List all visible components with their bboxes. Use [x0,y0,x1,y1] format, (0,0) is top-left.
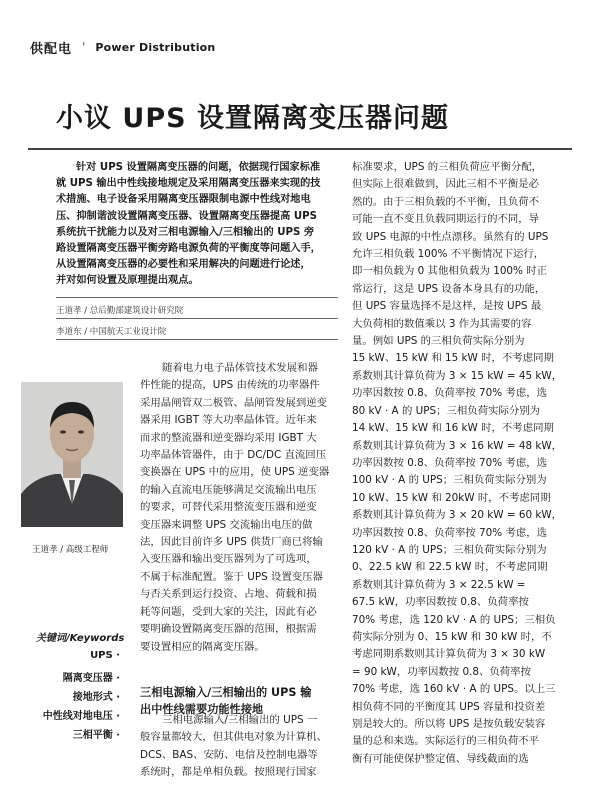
body-line: 相负荷不同的平衡度其 UPS 容量和投资差 [352,700,546,713]
body-line: 致 UPS 电源的中性点漂移。虽然有的 UPS [352,230,549,243]
author-divider [56,339,338,340]
keyword: 中性线对地电压 · [42,711,120,722]
body-line: 的要求，可替代采用整流变压器和逆变 [140,501,317,514]
body-line: 入变压器和输出变压器列为了可选项， [140,553,317,566]
body-line: 15 kW、15 kW 和 15 kW 时，不考虑同期 [352,352,554,365]
body-line: 70% 考虑，选 160 kV · A 的 UPS。以上三 [352,683,556,696]
body-line: 要明确设置隔离变压器的范围，根据需 [140,623,317,636]
author-line: 李道东 / 中国航天工业设计院 [56,327,167,337]
keyword: UPS · [90,650,120,661]
body-line: 三相电源输入/三相输出的 UPS 一 [162,714,318,726]
body-line: 器采用 IGBT 等大功率晶体管。近年来 [140,414,317,427]
body-line: = 90 kW，功率因数按 0.8、负荷率按 [352,665,531,678]
abstract-line: 路设置隔离变压器平衡旁路电源负荷的平衡度等问题入手， [56,243,321,255]
abstract [56,160,338,290]
photo-caption: 王道孝 / 高级工程师 [32,545,109,555]
body-line: 法，因此目前许多 UPS 供货厂商已将输 [140,536,323,549]
author-line: 王道孝 / 总后勤部建筑设计研究院 [56,306,184,316]
keyword: 接地形式 · [72,692,120,703]
body-line: 衡有可能使保护整定值、导线截面的选 [352,752,529,765]
body-line: 而求的整流器和逆变器均采用 IGBT 大 [140,431,317,444]
body-line: 但实际上很难做到，因此三相不平衡是必 [352,178,540,191]
abstract-line: 系统抗干扰能力以及对三相电源输入/三相输出的 UPS 旁 [56,226,315,238]
author-photo [21,382,123,527]
body-line: 变换器在 UPS 中的应用，使 UPS 逆变器 [140,466,330,479]
body-line: 般容量都较大，但其供电对象为计算机、 [140,731,328,744]
body-line: 件性能的提高，UPS 由传统的功率器件 [140,379,320,392]
body-line: 不属于标准配置。鉴于 UPS 设置变压器 [140,570,323,583]
body-line: 可能一直不变且负载同期运行的不同，导 [352,213,540,226]
body-line: 系数则其计算负荷为 3 × 16 kW = 48 kW， [352,439,563,452]
body-line: DCS、BAS、安防、电信及控制电器等 [140,748,318,761]
body-line: 允许三相负载 100% 不平衡情况下运行， [352,248,545,261]
abstract-line: 从设置隔离变压器的必要性和采用解决的问题进行论述， [56,259,311,271]
body-line: 但 UPS 容量选择不是这样，是按 UPS 最 [352,300,542,313]
author-divider [56,297,338,298]
author-divider [56,318,338,319]
abstract-line: 就 UPS 输出中性线接地规定及采用隔离变压器来实现的技 [56,178,321,190]
body-line: 然的。由于三相负载的不平衡，且负荷不 [352,195,540,208]
body-line: 大负荷相的数值乘以 3 作为其需要的容 [352,317,532,330]
abstract-line: 针对 UPS 设置隔离变压器的问题，依据现行国家标准 [76,162,321,173]
body-line: 功率晶体管器件，由于 DC/DC 直流回压 [140,449,327,462]
body-line: 67.5 kW，功率因数按 0.8、负荷率按 [352,596,529,609]
body-line: 采用晶闸管双二极管、晶闸管发展到逆变 [140,396,328,409]
body-line: 别是较大的。所以将 UPS 是按负载安装容 [352,718,546,730]
body-line: 荷实际分别为 0、15 kW 和 30 kW 时，不 [352,630,552,643]
body-line: 系数则其计算负荷为 3 × 15 kW = 45 kW， [352,369,563,382]
body-line: 标准要求，UPS 的三相负荷应平衡分配， [352,161,543,173]
body-line: 要设置相应的隔离变压器。 [140,640,265,653]
body-line: 常运行，这是 UPS 设备本身具有的功能， [352,282,546,295]
keyword: 三相平衡 · [72,730,120,741]
intro-paragraph [140,360,338,656]
section-separator: ' [82,40,86,54]
body-line: 与否关系到运行投资、占地、荷载和损 [140,588,317,601]
section-paragraph [140,712,338,782]
abstract-line: 并对如何设置及原理提出观点。 [56,275,199,287]
body-line: 120 kV · A 的 UPS；三相负荷实际分别为 [352,543,547,556]
body-line: 系数则其计算负荷为 3 × 20 kW = 60 kW， [352,509,563,522]
body-line: 100 kV · A 的 UPS；三相负荷实际分别为 [352,474,547,487]
abstract-line: 术措施、电子设备采用隔离变压器限制电源中性线对地电 [56,194,311,206]
body-line: 考虑同期系数则其计算负荷为 3 × 30 kW [352,648,546,661]
body-line: 功率因数按 0.8、负荷率按 70% 考虑，选 [352,456,547,469]
body-line: 14 kW、15 kW 和 16 kW 时，不考虑同期 [352,422,554,435]
section-header [30,38,215,56]
body-line: 10 kW、15 kW 和 20kW 时，不考虑同期 [352,491,551,504]
body-line: 耗等问题，受到大家的关注，因此有必 [140,605,317,618]
body-line: 的输入直流电压能够满足交流输出电压 [140,483,317,496]
article-title: 小议 UPS 设置隔离变压器问题 [56,103,449,134]
body-line: 功率因数按 0.8、负荷率按 70% 考虑，选 [352,526,547,539]
body-line: 80 kV · A 的 UPS；三相负荷实际分别为 [352,404,541,417]
body-line: 量的总和来选。实际运行的三相负荷不平 [352,735,540,748]
body-line: 功率因数按 0.8、负荷率按 70% 考虑，选 [352,387,547,400]
keyword: 隔离变压器 · [62,673,120,684]
body-line: 70% 考虑，选 120 kV · A 的 UPS；三相负 [352,613,556,626]
body-line: 即一相负载为 0 其他相负载为 100% 时正 [352,265,547,278]
body-line: 0、22.5 kW 和 22.5 kW 时，不考虑同期 [352,561,548,574]
body-line: 量。例如 UPS 的三相负荷实际分别为 [352,335,525,348]
section-heading-line: 三相电源输入/三相输出的 UPS 输 [140,686,312,699]
body-line: 随着电力电子晶体管技术发展和器 [162,362,318,374]
title-divider [28,148,572,150]
keywords-title: 关键词/Keywords [36,633,125,644]
body-line: 系数则其计算负荷为 3 × 22.5 kW = [352,578,526,591]
section-heading-line: 出中性线需要功能性接地 [140,703,264,716]
abstract-line: 压、抑制谐波设置隔离变压器、设置隔离变压器提高 UPS [56,210,317,222]
section-name-en: Power Distribution [95,40,216,54]
right-column [352,159,567,768]
body-line: 变压器来调整 UPS 交流输出电压的做 [140,518,313,531]
section-name-cn: 供配电 [30,41,73,57]
body-line: 系统时，都是单相负载。按照现行国家 [140,766,317,779]
